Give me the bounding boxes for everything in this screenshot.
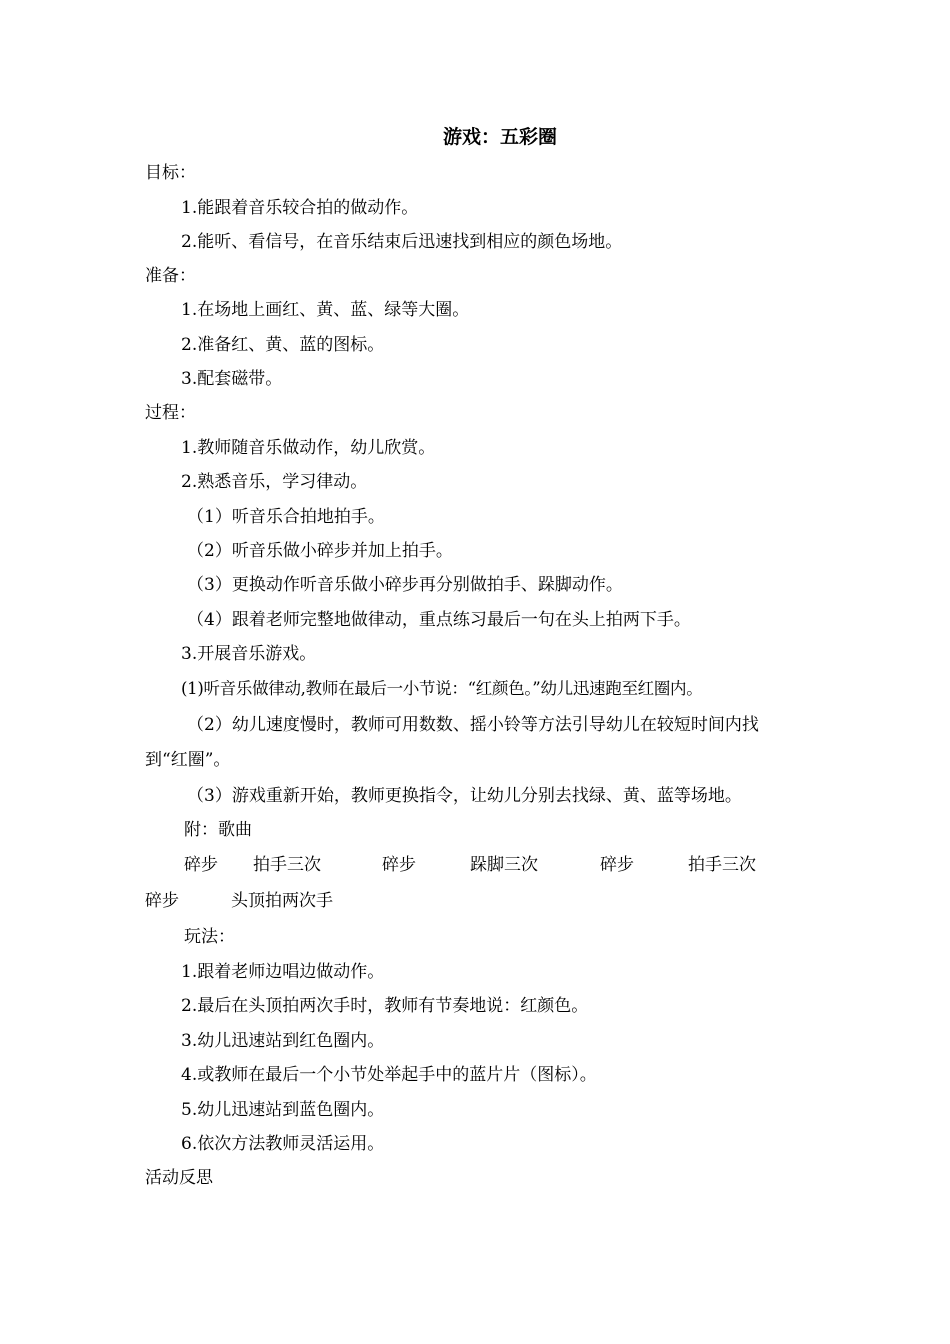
song-step: 碎步 — [184, 855, 218, 875]
play-item: 4.或教师在最后一个小节处举起手中的蓝片片（图标）。 — [181, 1065, 597, 1085]
play-item: 1.跟着老师边唱边做动作。 — [181, 962, 385, 982]
process-substep: （2）听音乐做小碎步并加上拍手。 — [187, 541, 453, 561]
process-substep-continued: 到“红圈”。 — [145, 750, 231, 770]
play-item: 5.幼儿迅速站到蓝色圈内。 — [181, 1100, 385, 1120]
play-item: 3.幼儿迅速站到红色圈内。 — [181, 1031, 385, 1051]
song-step: 拍手三次 — [253, 855, 321, 875]
appendix-label: 附：歌曲 — [184, 820, 252, 840]
process-substep: (1)听音乐做律动,教师在最后一小节说：“红颜色。”幼儿迅速跑至红圈内。 — [181, 679, 703, 698]
process-step: 3.开展音乐游戏。 — [181, 644, 317, 664]
prep-heading: 准备： — [145, 266, 196, 286]
play-item: 6.依次方法教师灵活运用。 — [181, 1134, 385, 1154]
goals-heading: 目标： — [145, 163, 196, 183]
prep-item: 2.准备红、黄、蓝的图标。 — [181, 335, 385, 355]
document-title: 游戏：五彩圈 — [442, 126, 557, 148]
prep-item: 3.配套磁带。 — [181, 369, 283, 389]
process-substep: （4）跟着老师完整地做律动，重点练习最后一句在头上拍两下手。 — [187, 610, 691, 630]
song-step: 跺脚三次 — [470, 855, 538, 875]
play-item: 2.最后在头顶拍两次手时，教师有节奏地说：红颜色。 — [181, 996, 589, 1016]
process-heading: 过程： — [145, 403, 196, 423]
song-step: 碎步 — [145, 891, 179, 911]
goal-item: 1.能跟着音乐较合拍的做动作。 — [181, 198, 419, 218]
process-substep: （1）听音乐合拍地拍手。 — [187, 507, 385, 527]
process-substep: （2）幼儿速度慢时，教师可用数数、摇小铃等方法引导幼儿在较短时间内找 — [187, 715, 759, 735]
play-heading: 玩法： — [184, 927, 235, 947]
process-step: 2.熟悉音乐，学习律动。 — [181, 472, 368, 492]
goal-item: 2.能听、看信号，在音乐结束后迅速找到相应的颜色场地。 — [181, 232, 623, 252]
prep-item: 1.在场地上画红、黄、蓝、绿等大圈。 — [181, 300, 470, 320]
process-substep: （3）更换动作听音乐做小碎步再分别做拍手、跺脚动作。 — [187, 575, 623, 595]
reflection-heading: 活动反思 — [145, 1168, 213, 1188]
process-substep: （3）游戏重新开始，教师更换指令，让幼儿分别去找绿、黄、蓝等场地。 — [187, 786, 742, 806]
song-step: 碎步 — [600, 855, 634, 875]
process-step: 1.教师随音乐做动作，幼儿欣赏。 — [181, 438, 436, 458]
song-step: 碎步 — [382, 855, 416, 875]
song-step: 拍手三次 — [688, 855, 756, 875]
song-step: 头顶拍两次手 — [231, 891, 333, 911]
